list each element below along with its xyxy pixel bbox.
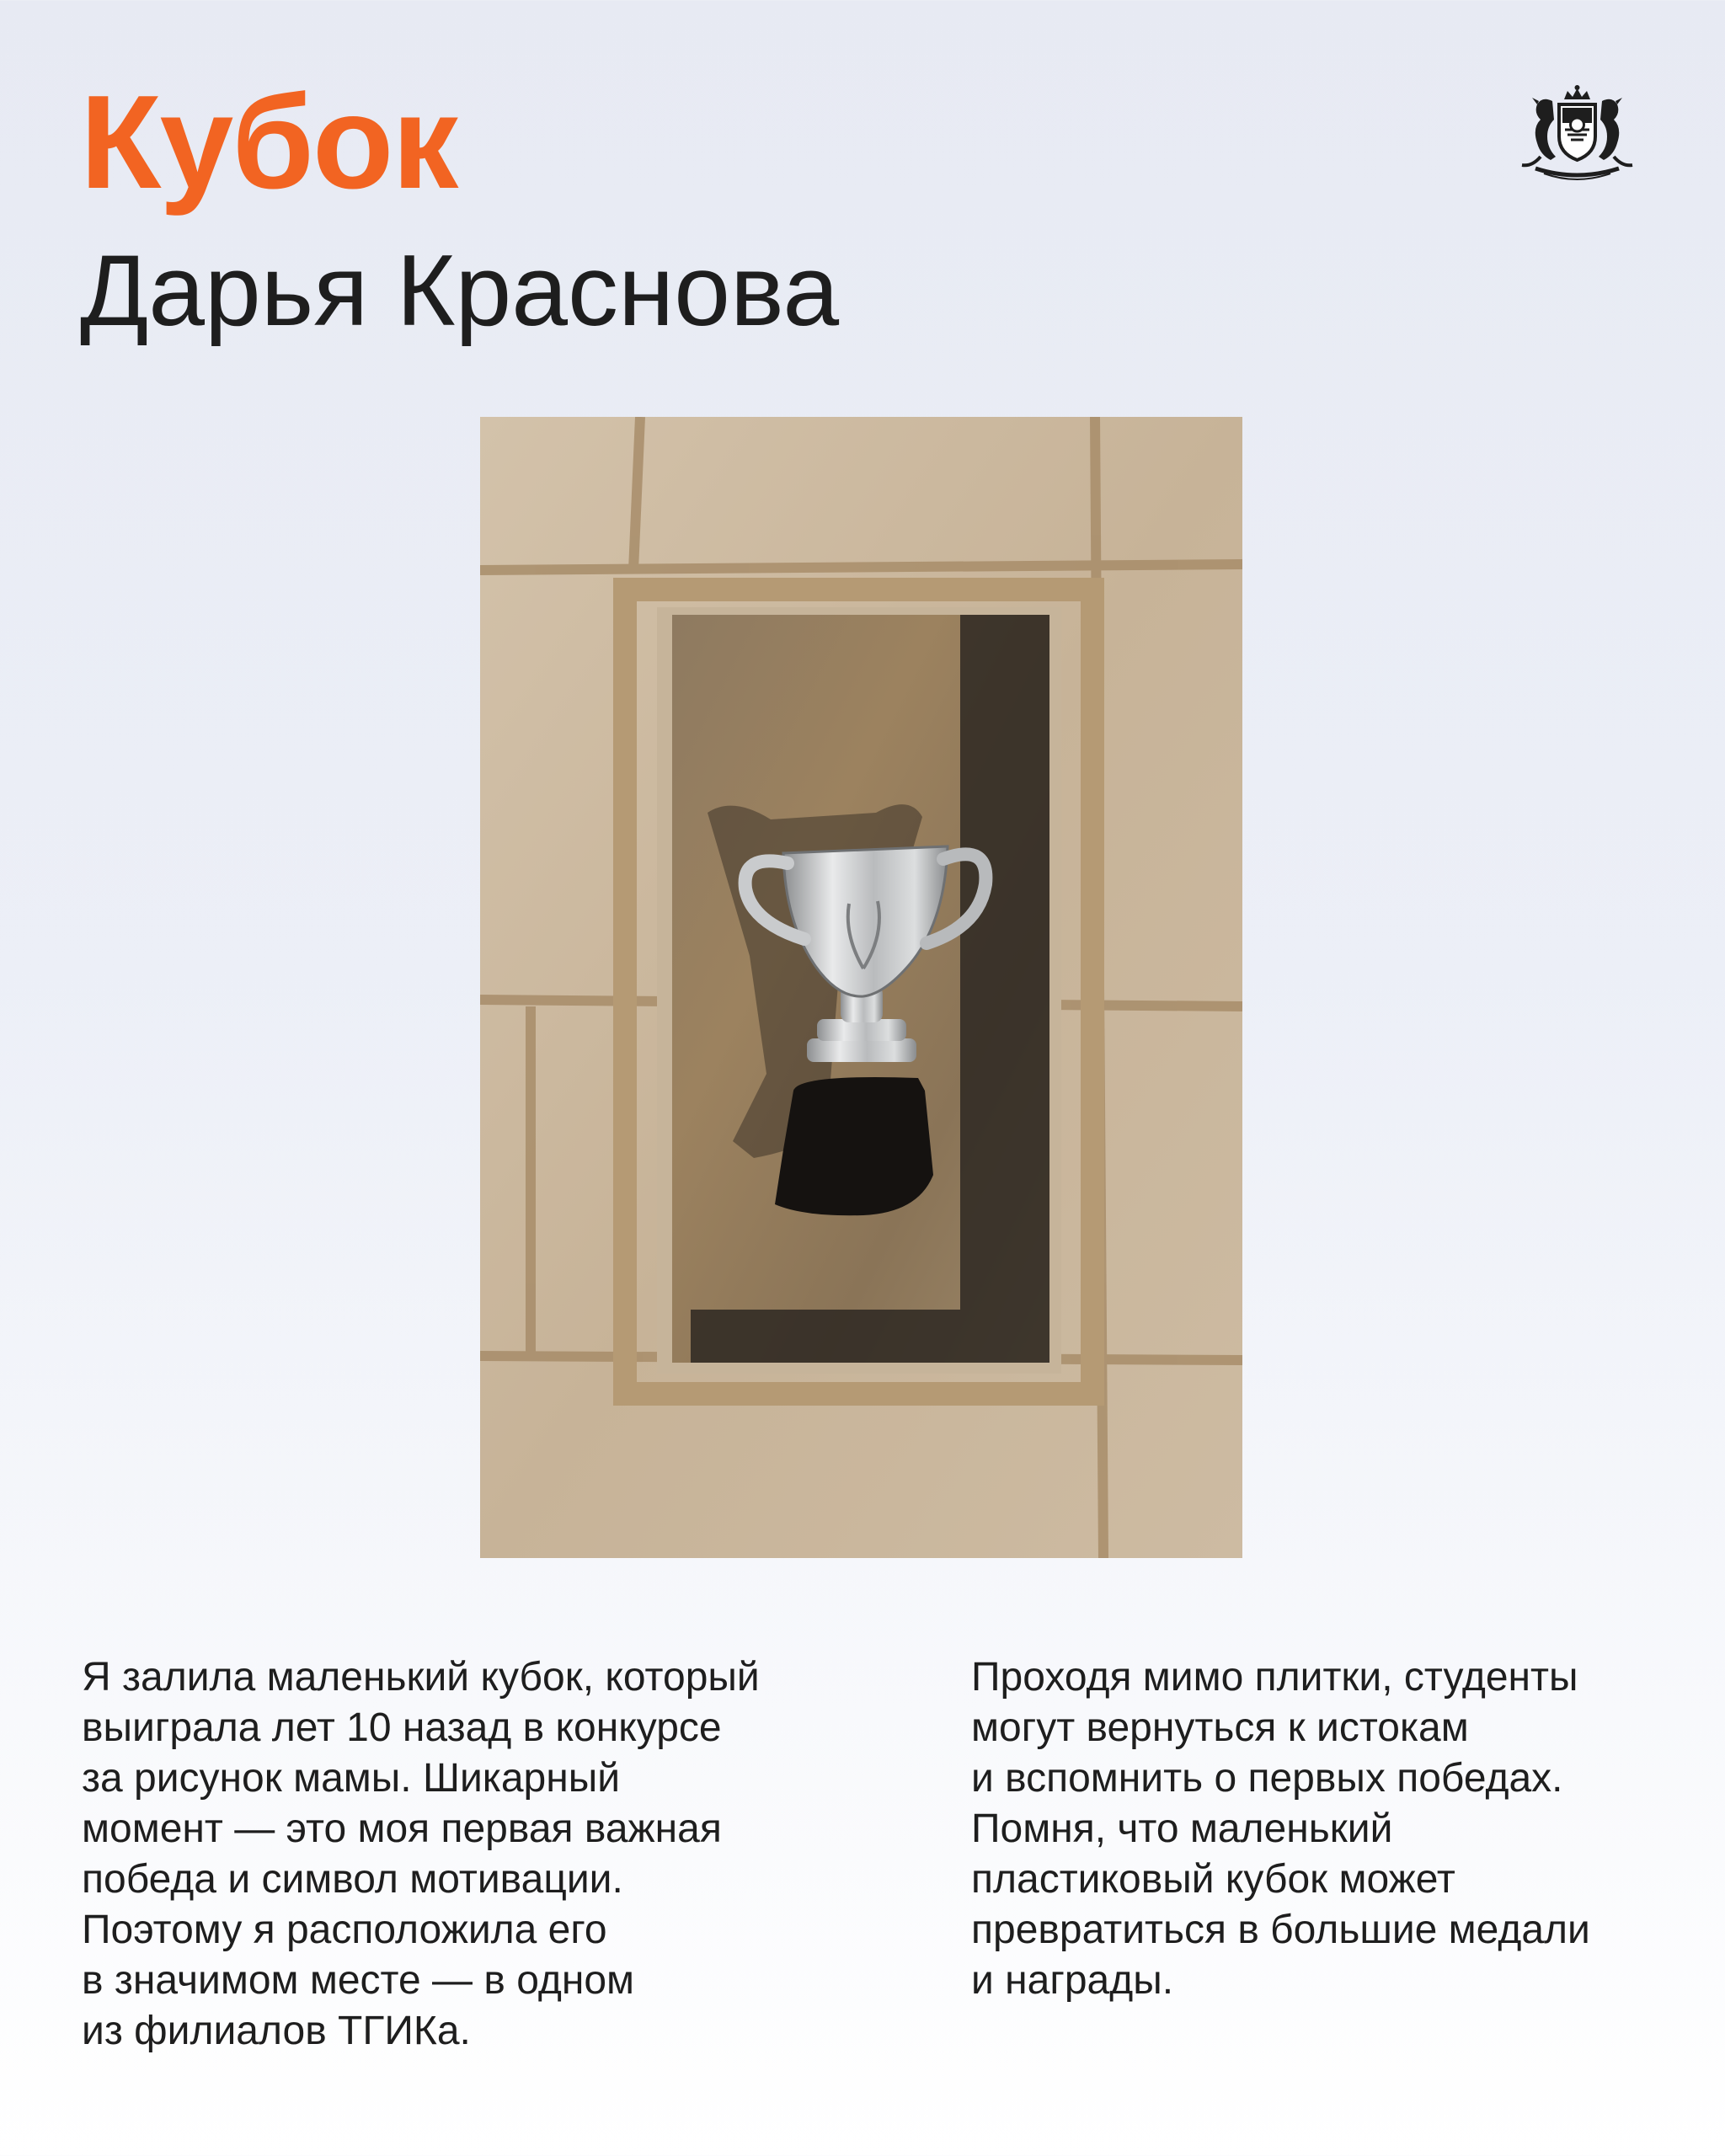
author-name: Дарья Краснова bbox=[80, 234, 840, 347]
text-line: и вспомнить о первых победах. bbox=[971, 1756, 1563, 1801]
text-line: из филиалов ТГИКа. bbox=[82, 2009, 471, 2053]
text-line: Я залила маленький кубок, который bbox=[82, 1655, 760, 1700]
text-line: Поэтому я расположила его bbox=[82, 1908, 607, 1952]
text-line: пластиковый кубок может bbox=[971, 1857, 1455, 1902]
text-line: и награды. bbox=[971, 1958, 1174, 2003]
description-left bbox=[82, 1652, 840, 2057]
text-line: превратиться в большие медали bbox=[971, 1908, 1590, 1952]
text-line: победа и символ мотивации. bbox=[82, 1857, 623, 1902]
page-title: Кубок bbox=[80, 68, 457, 216]
text-line: в значимом месте — в одном bbox=[82, 1958, 635, 2003]
text-line: момент — это моя первая важная bbox=[82, 1806, 722, 1851]
text-line: выиграла лет 10 назад в конкурсе bbox=[82, 1705, 722, 1750]
text-line: Помня, что маленький bbox=[971, 1806, 1393, 1851]
text-line: за рисунок мамы. Шикарный bbox=[82, 1756, 621, 1801]
trophy-photo bbox=[480, 417, 1242, 1558]
text-line: могут вернуться к истокам bbox=[971, 1705, 1469, 1750]
coat-of-arms-icon bbox=[1503, 84, 1651, 185]
description-right bbox=[971, 1652, 1725, 2006]
text-line: Проходя мимо плитки, студенты bbox=[971, 1655, 1578, 1700]
